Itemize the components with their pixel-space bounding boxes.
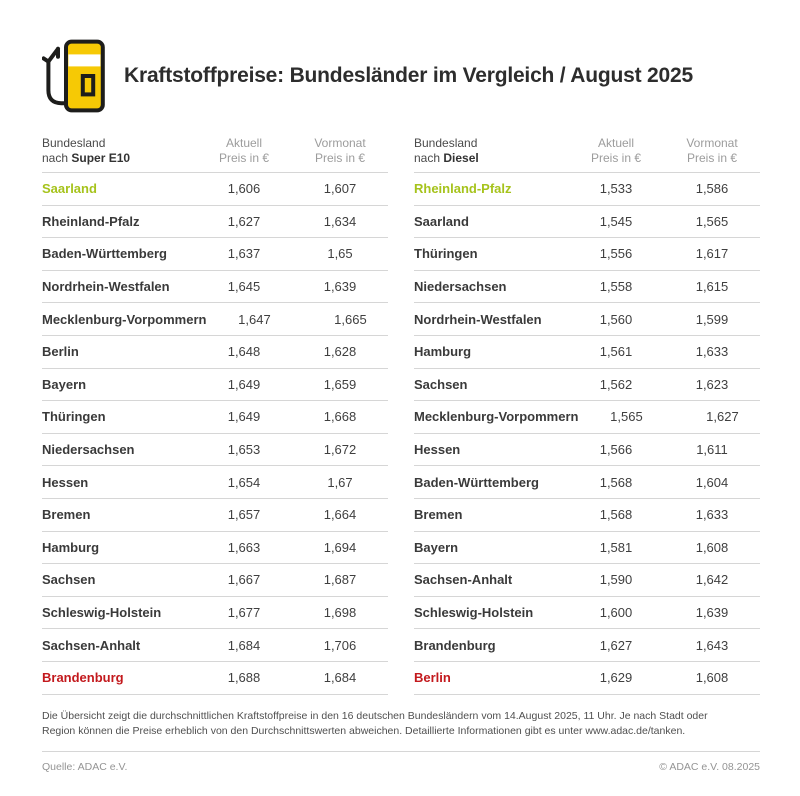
source-label: Quelle: ADAC e.V. <box>42 760 128 773</box>
table-row <box>414 466 760 499</box>
table-row <box>42 466 388 499</box>
aktuell-price: 1,562 <box>599 376 633 392</box>
vormonat-price: 1,586 <box>695 181 729 197</box>
state-name: Mecklenburg-Vorpommern <box>42 311 207 327</box>
table-row <box>42 532 388 565</box>
aktuell-price: 1,649 <box>227 409 261 425</box>
table-row <box>42 499 388 532</box>
table-super-e10 <box>42 136 388 695</box>
state-name: Hessen <box>42 474 89 490</box>
col-header-aktuell <box>196 136 292 166</box>
state-name: Niedersachsen <box>414 279 507 295</box>
vormonat-price: 1,615 <box>695 279 729 295</box>
table-rows <box>414 173 760 695</box>
col-header-vormonat-line1: Vormonat <box>314 136 366 150</box>
vormonat-price: 1,627 <box>706 409 739 425</box>
col-header-nach: nach <box>414 151 444 165</box>
vormonat-price: 1,706 <box>323 637 357 653</box>
table-diesel <box>414 136 760 695</box>
aktuell-price: 1,657 <box>227 507 261 523</box>
state-name: Saarland <box>42 181 97 197</box>
aktuell-price: 1,565 <box>610 409 643 425</box>
state-name: Brandenburg <box>414 637 496 653</box>
aktuell-price: 1,649 <box>227 376 261 392</box>
aktuell-price: 1,627 <box>227 213 261 229</box>
vormonat-price: 1,608 <box>695 539 729 555</box>
table-row <box>42 271 388 304</box>
aktuell-price: 1,647 <box>238 311 271 327</box>
aktuell-price: 1,606 <box>227 181 261 197</box>
vormonat-price: 1,565 <box>695 213 729 229</box>
aktuell-price: 1,677 <box>227 605 261 621</box>
aktuell-price: 1,600 <box>599 605 633 621</box>
table-header <box>414 136 760 173</box>
state-name: Berlin <box>42 344 79 360</box>
aktuell-price: 1,645 <box>227 279 261 295</box>
table-row <box>414 499 760 532</box>
vormonat-price: 1,65 <box>327 246 353 262</box>
vormonat-price: 1,694 <box>323 539 357 555</box>
aktuell-price: 1,560 <box>599 311 633 327</box>
col-header-fuel-name: Super E10 <box>71 151 131 165</box>
state-name: Mecklenburg-Vorpommern <box>414 409 579 425</box>
vormonat-price: 1,634 <box>323 213 357 229</box>
state-name: Schleswig-Holstein <box>414 605 534 621</box>
col-header-fuel-name: Diesel <box>443 151 479 165</box>
aktuell-price: 1,568 <box>599 507 633 523</box>
table-row <box>414 597 760 630</box>
vormonat-price: 1,623 <box>695 376 729 392</box>
aktuell-price: 1,533 <box>599 181 633 197</box>
table-row <box>42 662 388 695</box>
vormonat-price: 1,639 <box>695 605 729 621</box>
vormonat-price: 1,684 <box>323 670 357 686</box>
table-row <box>414 238 760 271</box>
table-row <box>414 629 760 662</box>
state-name: Niedersachsen <box>42 442 135 458</box>
state-name: Bayern <box>414 539 459 555</box>
table-row <box>414 173 760 206</box>
table-row <box>42 564 388 597</box>
col-header-bundesland-line1: Bundesland <box>414 136 478 150</box>
footnote: Die Übersicht zeigt die durchschnittlichen Kraftstoffpreise in den 16 deutschen Bundesländern vom 14.August 2025, 11 Uhr. Je nach Stadt oder Region können die Preise erheblich von den Durchschnittswerten abweichen. Detaillierte Informationen gibt es unter www.adac.de/tanken. <box>42 709 708 737</box>
state-name: Hamburg <box>42 539 100 555</box>
vormonat-price: 1,67 <box>327 474 353 490</box>
state-name: Berlin <box>414 670 451 686</box>
aktuell-price: 1,667 <box>227 572 261 588</box>
vormonat-price: 1,604 <box>695 474 729 490</box>
col-header-vormonat-line1: Vormonat <box>686 136 738 150</box>
table-row <box>414 662 760 695</box>
vormonat-price: 1,639 <box>323 279 357 295</box>
col-header-vormonat <box>664 136 760 166</box>
state-name: Sachsen-Anhalt <box>414 572 513 588</box>
vormonat-price: 1,607 <box>323 181 357 197</box>
col-header-bundesland <box>42 136 196 166</box>
vormonat-price: 1,668 <box>323 409 357 425</box>
aktuell-price: 1,556 <box>599 246 633 262</box>
state-name: Sachsen-Anhalt <box>42 637 141 653</box>
aktuell-price: 1,581 <box>599 539 633 555</box>
aktuell-price: 1,590 <box>599 572 633 588</box>
state-name: Thüringen <box>42 409 106 425</box>
state-name: Sachsen <box>414 376 468 392</box>
table-row <box>414 369 760 402</box>
table-row <box>42 597 388 630</box>
vormonat-price: 1,599 <box>695 311 729 327</box>
vormonat-price: 1,664 <box>323 507 357 523</box>
table-row <box>414 532 760 565</box>
table-row <box>414 401 760 434</box>
aktuell-price: 1,561 <box>599 344 633 360</box>
state-name: Nordrhein-Westfalen <box>42 279 170 295</box>
col-header-vormonat-line2: Preis in € <box>686 151 738 165</box>
aktuell-price: 1,688 <box>227 670 261 686</box>
col-header-bundesland-line1: Bundesland <box>42 136 106 150</box>
table-row <box>42 434 388 467</box>
vormonat-price: 1,672 <box>323 442 357 458</box>
table-rows <box>42 173 388 695</box>
vormonat-price: 1,643 <box>695 637 729 653</box>
aktuell-price: 1,629 <box>599 670 633 686</box>
table-row <box>42 303 388 336</box>
aktuell-price: 1,654 <box>227 474 261 490</box>
vormonat-price: 1,611 <box>696 442 728 458</box>
table-row <box>42 206 388 239</box>
state-name: Saarland <box>414 213 469 229</box>
state-name: Sachsen <box>42 572 96 588</box>
col-header-bundesland <box>414 136 568 166</box>
aktuell-price: 1,663 <box>227 539 261 555</box>
table-row <box>414 336 760 369</box>
aktuell-price: 1,653 <box>227 442 261 458</box>
copyright-label: © ADAC e.V. 08.2025 <box>659 760 760 773</box>
table-row <box>414 564 760 597</box>
state-name: Bremen <box>42 507 91 523</box>
vormonat-price: 1,633 <box>695 507 729 523</box>
state-name: Thüringen <box>414 246 478 262</box>
vormonat-price: 1,633 <box>695 344 729 360</box>
table-row <box>414 434 760 467</box>
table-row <box>42 336 388 369</box>
state-name: Baden-Württemberg <box>42 246 167 262</box>
aktuell-price: 1,684 <box>227 637 261 653</box>
aktuell-price: 1,545 <box>599 213 633 229</box>
state-name: Hamburg <box>414 344 472 360</box>
state-name: Bayern <box>42 376 87 392</box>
col-header-aktuell-line1: Aktuell <box>225 136 263 150</box>
state-name: Rheinland-Pfalz <box>42 213 140 229</box>
col-header-aktuell <box>568 136 664 166</box>
state-name: Hessen <box>414 442 461 458</box>
vormonat-price: 1,687 <box>323 572 357 588</box>
aktuell-price: 1,637 <box>227 246 261 262</box>
col-header-nach: nach <box>42 151 72 165</box>
table-row <box>42 369 388 402</box>
table-row <box>414 206 760 239</box>
state-name: Baden-Württemberg <box>414 474 539 490</box>
vormonat-price: 1,617 <box>695 246 729 262</box>
table-row <box>414 271 760 304</box>
col-header-aktuell-line2: Preis in € <box>590 151 642 165</box>
table-row <box>42 629 388 662</box>
tables-container <box>42 136 760 695</box>
state-name: Rheinland-Pfalz <box>414 181 512 197</box>
state-name: Schleswig-Holstein <box>42 605 162 621</box>
page-title: Kraftstoffpreise: Bundesländer im Vergleich / August 2025 <box>124 64 693 87</box>
col-header-aktuell-line1: Aktuell <box>597 136 635 150</box>
table-row <box>414 303 760 336</box>
aktuell-price: 1,627 <box>599 637 633 653</box>
vormonat-price: 1,628 <box>323 344 357 360</box>
table-row <box>42 238 388 271</box>
table-row <box>42 173 388 206</box>
aktuell-price: 1,558 <box>599 279 633 295</box>
aktuell-price: 1,566 <box>599 442 633 458</box>
fuel-pump-icon <box>42 37 106 115</box>
col-header-aktuell-line2: Preis in € <box>218 151 270 165</box>
vormonat-price: 1,659 <box>323 376 357 392</box>
header <box>42 36 760 116</box>
aktuell-price: 1,568 <box>599 474 633 490</box>
state-name: Bremen <box>414 507 463 523</box>
vormonat-price: 1,698 <box>323 605 357 621</box>
table-row <box>42 401 388 434</box>
col-header-vormonat <box>292 136 388 166</box>
vormonat-price: 1,608 <box>695 670 729 686</box>
state-name: Nordrhein-Westfalen <box>414 311 542 327</box>
col-header-vormonat-line2: Preis in € <box>314 151 366 165</box>
table-header <box>42 136 388 173</box>
vormonat-price: 1,642 <box>695 572 729 588</box>
state-name: Brandenburg <box>42 670 124 686</box>
footer <box>42 751 760 773</box>
vormonat-price: 1,665 <box>334 311 367 327</box>
aktuell-price: 1,648 <box>227 344 261 360</box>
